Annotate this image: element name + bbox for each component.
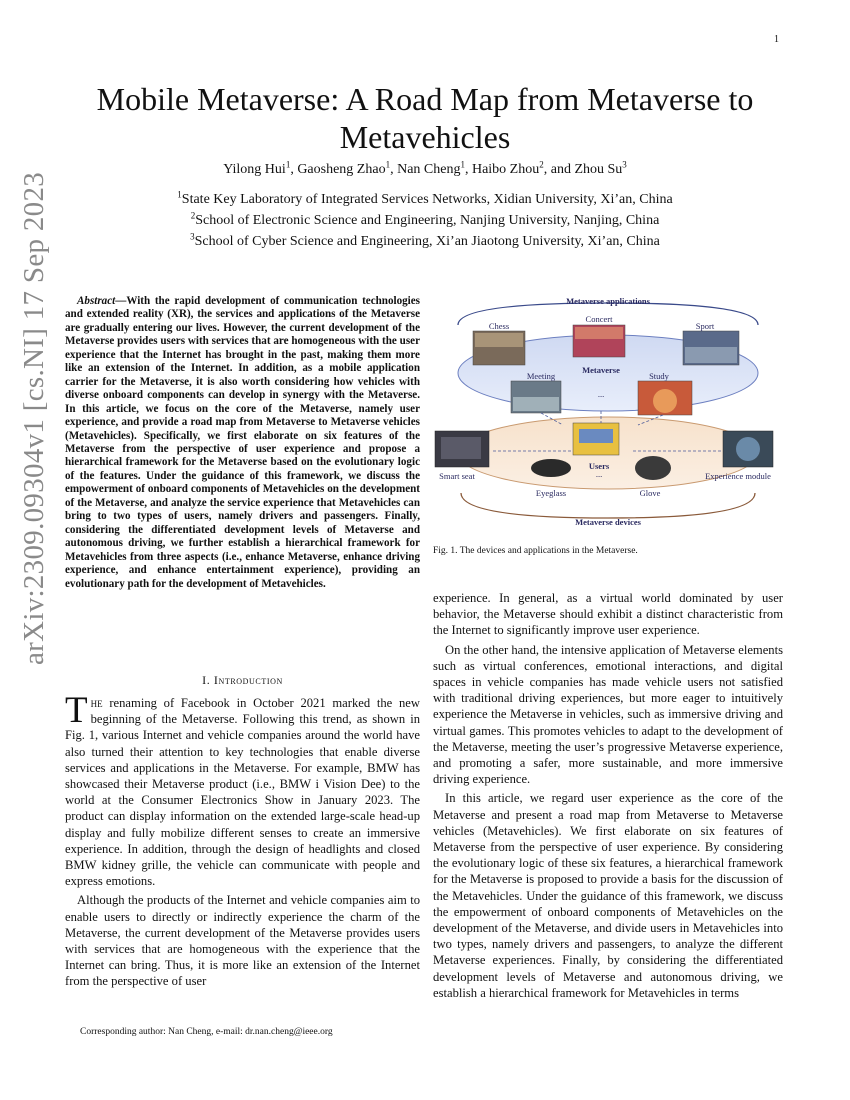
app-label-meeting: Meeting — [526, 371, 556, 381]
arxiv-stamp-text: arXiv:2309.09304v1 [cs.NI] 17 Sep 2023 — [18, 171, 50, 665]
device-label-eyeglass: Eyeglass — [535, 488, 567, 498]
author: Zhou Su — [574, 162, 623, 177]
smart-seat-image-detail — [441, 437, 481, 459]
body-paragraph: On the other hand, the intensive application of Metaverse elements such as virtual conferences, emotional interactions, and digital spaces in vehicle companies has made vehicle users not satisfied with traditional driving experiences, but more eager to intuitively experience the Metaverse in vehicles, such as immersive driving and virtual games. This promotes vehicles to adapt to the development of the Metaverse, meeting the user’s progressive Metaverse experience, and promoting a safer, more sustainable, and more immersive driving experience. — [433, 642, 783, 787]
figure-1 — [433, 293, 783, 530]
apps-ellipsis: ... — [597, 389, 605, 399]
right-column-text — [433, 590, 783, 1001]
affiliation-number: 1 — [177, 189, 182, 200]
devices-ellipsis: ... — [595, 469, 603, 479]
author-affiliation-mark: 2 — [539, 159, 544, 170]
affiliation — [60, 231, 790, 252]
device-label-glove: Glove — [639, 488, 661, 498]
section-number: I. — [202, 673, 211, 687]
corresponding-author-footnote: Corresponding author: Nan Cheng, e-mail: dr.nan.cheng@ieee.org — [80, 1027, 333, 1037]
introduction-text — [65, 690, 420, 990]
author-affiliation-mark: 1 — [385, 159, 391, 170]
author-list: Yilong Hui$^1$, Gaosheng Zhao$^1$, Nan Cheng$^1$, Haibo Zhou$^2$, and Zhou Su$^3$ — [223, 159, 627, 177]
author-affiliation-mark: 1 — [460, 159, 465, 170]
affiliation — [60, 189, 790, 210]
author-affiliation-mark: 1 — [285, 159, 291, 170]
affiliation-list — [60, 189, 790, 252]
drop-cap: T — [65, 690, 88, 731]
affiliation-number: 3 — [190, 231, 195, 242]
devices-bracket — [461, 493, 755, 518]
app-label-sport: Sport — [695, 321, 715, 331]
glove-image — [635, 456, 671, 480]
chess-image-detail — [475, 333, 523, 347]
meeting-image-detail — [513, 397, 559, 411]
abstract — [65, 295, 420, 591]
abstract-text: —With the rapid development of communication technologies and extended reality (XR), the services and applications of the Metaverse are gradually entering our lives. However, the current development of the Metaverse provides users with services that are homogeneous with the user experience that the Internet has brought in the past, making them more like an extension of the Internet. In addition, as a mobile application carrier for the Metaverse, it is also worth considering how vehicles with diverse onboard components can develop in synergy with the Metaverse. In this article, we focus on the core of the Metaverse, namely user experience, and provide a road map from Metaverse to Metaverse vehicles (Metavehicles). Specifically, we first elaborate on six features of the Metaverse from the perspective of user experience and propose a hierarchical framework for the Metaverse based on the evolutionary logic of the features. Under the guidance of this framework, we discuss the empowerment of onboard components of Metavehicles on the development of the Metaverse, and analyze the service experience that Metavehicles can bring to two types of users, namely drivers and passengers. Finally, considering the differentiated development levels of Metaverse and autonomous driving, we further establish a hierarchical framework for Metavehicles from three aspects (i.e., enhance Metaverse, enhance driving experience, and enhance entertainment experience), providing an evolutionary path for the development of Metavehicles. — [65, 295, 420, 590]
paper-title: Mobile Metaverse: A Road Map from Metaverse to Metavehicles — [96, 81, 754, 155]
device-label-smart-seat: Smart seat — [439, 471, 475, 481]
abstract-label: Abstract — [77, 295, 116, 307]
app-label-study: Study — [649, 371, 669, 381]
page-number: 1 — [774, 34, 779, 45]
affiliation-number: 2 — [190, 210, 196, 221]
users-car-image-detail — [579, 429, 613, 443]
author: Haibo Zhou — [471, 162, 540, 177]
affiliation-text: School of Cyber Science and Engineering, Xi’an Jiaotong University, Xi’an, China — [194, 234, 660, 249]
body-paragraph: experience. In general, as a virtual world dominated by user behavior, the Metaverse should exhibit a distinct characteristic from the Internet to significantly improve user experience. — [433, 591, 783, 638]
experience-module-image-detail — [736, 437, 760, 461]
users-label: Users — [588, 461, 610, 471]
study-image-detail — [653, 389, 677, 413]
author-affiliation-mark: 3 — [622, 159, 627, 170]
app-label-chess: Chess — [488, 321, 510, 331]
author: Yilong Hui — [223, 162, 286, 177]
metaverse-center-label: Metaverse — [582, 365, 620, 375]
intro-paragraph — [65, 690, 420, 889]
affiliation-text: School of Electronic Science and Engineering, Nanjing University, Nanjing, China — [195, 213, 660, 228]
body-paragraph: In this article, we regard user experience as the core of the Metaverse and present a road map from Metaverse to Metaverse vehicles (Metavehicles). We first elaborate on six features of Metaverse from the perspective of user experience. By considering the evolutionary logic of these six features, a hierarchical framework for the Metaverse is proposed to provide a basis for the discussion of the Metavehicles. Under the guidance of this framework, we discuss the empowerment of onboard components of Metavehicles on the development of the Metaverse, and divide users in Metavehicles into two types, namely drivers and passengers, to analyze the different Metaverse experiences. Finally, by considering the differentiated development levels of Metaverse and autonomous driving, we establish a hierarchical framework for Metavehicles in terms — [433, 791, 783, 1000]
sport-image-detail — [685, 347, 737, 363]
affiliation-text: State Key Laboratory of Integrated Services Networks, Xidian University, Xi’an, China — [181, 192, 673, 207]
eyeglass-image — [531, 459, 571, 477]
figure-1-diagram — [433, 293, 783, 530]
app-label-concert: Concert — [585, 314, 613, 324]
author: Nan Cheng — [397, 162, 461, 177]
author: Gaosheng Zhao — [297, 162, 386, 177]
section-heading — [65, 673, 420, 688]
concert-image-detail — [575, 327, 623, 339]
intro-paragraph-text: renaming of Facebook in October 2021 marked the new beginning of the Metaverse. Following this trend, as shown in Fig. 1, various Internet and vehicle companies around the world have also turned their attention to key technologies that enable diverse services and applications in the Metaverse. For example, BMW has showcased their Metaverse product (i.e., BMW i Vision Dee) to the world at the Consumer Electronics Show in January 2023. The product can display information on the extended large-scale head-up display and fully mobilize different senses to create an immersive experience. In addition, through the design of headlights and closed BMW kidney grille, the vehicle can communicate with people and express emotions. — [65, 696, 420, 889]
intro-first-word: he — [90, 696, 103, 710]
section-title: Introduction — [213, 673, 283, 687]
applications-title: Metaverse applications — [566, 296, 650, 306]
device-label-experience-module: Experience module — [705, 471, 771, 481]
affiliation — [60, 210, 790, 231]
devices-title: Metaverse devices — [575, 517, 641, 527]
abstract-block — [65, 295, 420, 591]
intro-paragraph: Although the products of the Internet and vehicle companies aim to enable users to directly or indirectly experience the charm of the Metaverse, the current development of the Metaverse provides users with services that are homogeneous with the experience that the Internet can bring. Thus, it is more like an extension of the Internet from the perspective of user — [65, 893, 420, 989]
figure-caption: Fig. 1. The devices and applications in the Metaverse. — [433, 546, 638, 556]
